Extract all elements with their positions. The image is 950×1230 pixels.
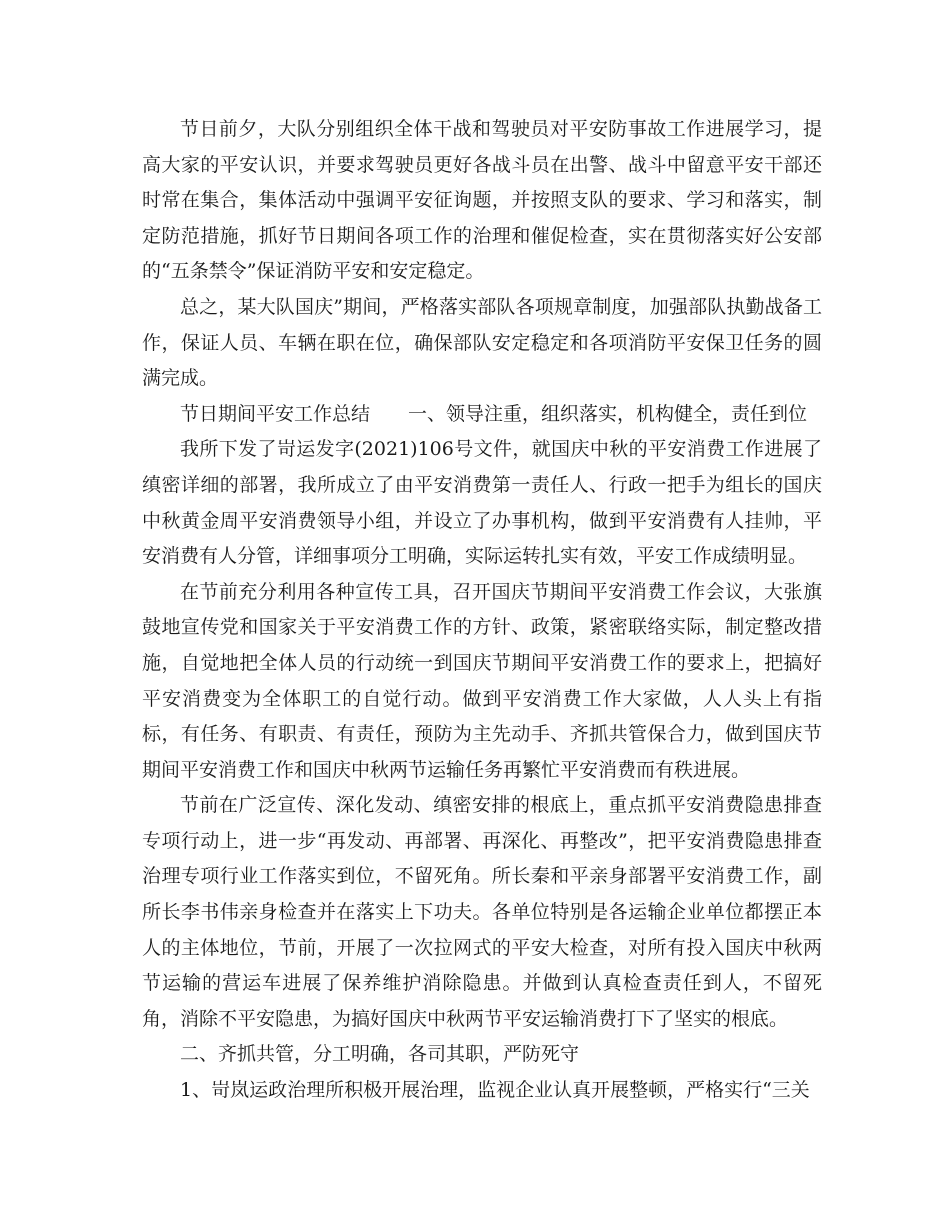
section-heading-2: 二、齐抓共管，分工明确，各司其职，严防死守 (180, 1043, 580, 1066)
paragraph-festival-eve: 节日前夕，大队分别组织全体干战和驾驶员对平安防事故工作进展学习，提高大家的平安认识，并要求驾驶员更好各战斗员在出警、战斗中留意平安干部还时常在集合，集体活动中强调平安征询题，并按照支队的要求、学习和落实，制定防范措施，抓好节日期间各项工作的治理和催促检查，实在贯彻落实好公安部的“五条禁令”保证消防平安和安定稳定。 (142, 118, 822, 283)
section-heading-1: 节日期间平安工作总结 一、领导注重，组织落实，机构健全，责任到位 (180, 402, 808, 425)
paragraph-summary: 总之，某大队国庆”期间，严格落实部队各项规章制度，加强部队执勤战备工作，保证人员、车辆在职在位，确保部队安定稳定和各项消防平安保卫任务的圆满完成。 (142, 295, 822, 390)
paragraph-item-1: 1、岢岚运政治理所积极开展治理，监视企业认真开展整顿，严格实行“三关 (180, 1079, 810, 1102)
paragraph-publicity: 在节前充分利用各种宣传工具，召开国庆节期间平安消费工作会议，大张旗鼓地宣传党和国家关于平安消费工作的方针、政策，紧密联络实际，制定整改措施，自觉地把全体人员的行动统一到国庆节期间平安消费工作的要求上，把搞好平安消费变为全体职工的自觉行动。做到平安消费工作大家做，人人头上有指标，有任务、有职责、有责任，预防为主先动手、齐抓共管保合力，做到国庆节期间平安消费工作和国庆中秋两节运输任务再繁忙平安消费而有秩进展。 (142, 580, 822, 781)
document-page (142, 112, 822, 1109)
paragraph-inspection: 节前在广泛宣传、深化发动、缜密安排的根底上，重点抓平安消费隐患排查专项行动上，进一步“再发动、再部署、再深化、再整改”，把平安消费隐患排查治理专项行业工作落实到位，不留死角。所长秦和平亲身部署平安消费工作，副所长李书伟亲身检查并在落实上下功夫。各单位特别是各运输企业单位都摆正本人的主体地位，节前，开展了一次拉网式的平安大检查，对所有投入国庆中秋两节运输的营运车进展了保养维护消除隐患。并做到认真检查责任到人，不留死角，消除不平安隐患，为搞好国庆中秋两节平安运输消费打下了坚实的根底。 (142, 794, 822, 1030)
paragraph-deployment: 我所下发了岢运发字(2021)106号文件，就国庆中秋的平安消费工作进展了缜密详细的部署，我所成立了由平安消费第一责任人、行政一把手为组长的国庆中秋黄金周平安消费领导小组，并设立了办事机构，做到平安消费有人挂帅，平安消费有人分管，详细事项分工明确，实际运转扎实有效，平安工作成绩明显。 (142, 438, 822, 568)
